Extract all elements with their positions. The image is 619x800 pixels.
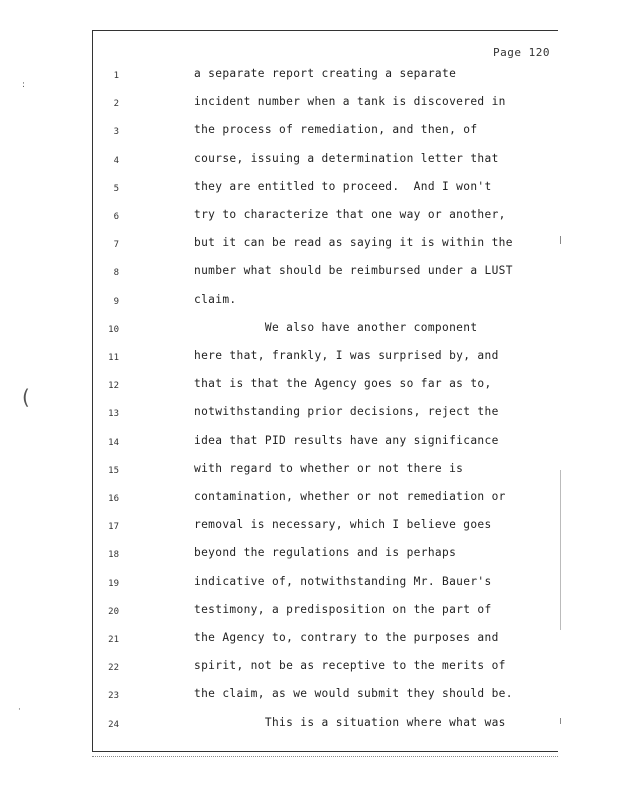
line-text: This is a situation where what was bbox=[194, 715, 506, 729]
line-number: 10 bbox=[108, 324, 119, 335]
page-number: Page 120 bbox=[493, 46, 550, 59]
line-number: 23 bbox=[108, 691, 119, 702]
line-text: We also have another component bbox=[194, 320, 478, 334]
transcript-line bbox=[93, 659, 559, 679]
line-number: 20 bbox=[108, 606, 119, 617]
line-number: 15 bbox=[108, 465, 119, 476]
line-text: the Agency to, contrary to the purposes and bbox=[194, 631, 499, 644]
margin-bracket-mark: ( bbox=[22, 385, 30, 409]
line-text: the claim, as we would submit they should be. bbox=[194, 687, 513, 701]
transcript-line bbox=[93, 264, 559, 284]
transcript-line bbox=[93, 575, 559, 595]
transcript-line bbox=[93, 490, 559, 510]
transcript-line bbox=[93, 603, 559, 623]
line-number: 22 bbox=[108, 663, 119, 674]
line-text: idea that PID results have any significance bbox=[194, 433, 499, 447]
transcript-line bbox=[93, 518, 559, 538]
transcript-line bbox=[93, 67, 559, 87]
transcript-line bbox=[93, 152, 559, 172]
line-number: 2 bbox=[113, 99, 119, 110]
line-number: 24 bbox=[108, 719, 119, 730]
line-number: 3 bbox=[113, 127, 119, 138]
transcript-line bbox=[93, 716, 559, 736]
transcript-line bbox=[93, 462, 559, 482]
line-number: 8 bbox=[113, 268, 119, 279]
line-text: contamination, whether or not remediation or bbox=[194, 490, 506, 503]
line-number: 12 bbox=[108, 381, 119, 392]
scan-speck bbox=[560, 718, 561, 724]
line-text: spirit, not be as receptive to the merits of bbox=[194, 659, 506, 673]
scan-speck bbox=[560, 236, 561, 244]
transcript-line bbox=[93, 377, 559, 397]
transcript-line bbox=[93, 349, 559, 369]
transcript-line bbox=[93, 405, 559, 425]
line-number: 6 bbox=[113, 212, 119, 222]
line-number: 4 bbox=[113, 155, 119, 166]
transcript-page bbox=[92, 30, 558, 752]
margin-speck: : bbox=[22, 80, 26, 90]
line-number: 11 bbox=[108, 353, 119, 363]
line-number: 5 bbox=[113, 183, 119, 194]
line-number: 16 bbox=[108, 494, 119, 504]
line-number: 9 bbox=[113, 296, 119, 307]
line-text: removal is necessary, which I believe goes bbox=[194, 518, 492, 532]
scan-speck bbox=[560, 470, 561, 630]
line-text: course, issuing a determination letter that bbox=[194, 151, 499, 165]
line-number: 7 bbox=[113, 240, 119, 251]
line-text: claim. bbox=[194, 292, 237, 306]
line-text: try to characterize that one way or another, bbox=[194, 208, 506, 221]
line-text: number what should be reimbursed under a LUST bbox=[194, 264, 513, 278]
line-text: but it can be read as saying it is within the bbox=[194, 236, 513, 250]
transcript-line bbox=[93, 180, 559, 200]
line-text: testimony, a predisposition on the part of bbox=[194, 602, 492, 616]
transcript-line bbox=[93, 123, 559, 143]
transcript-line bbox=[93, 546, 559, 566]
footer-scan-noise bbox=[92, 756, 558, 760]
line-number: 21 bbox=[108, 635, 119, 645]
transcript-line bbox=[93, 687, 559, 707]
line-text: the process of remediation, and then, of bbox=[194, 123, 478, 137]
transcript-line bbox=[93, 434, 559, 454]
line-text: beyond the regulations and is perhaps bbox=[194, 546, 457, 560]
line-text: notwithstanding prior decisions, reject the bbox=[194, 405, 499, 419]
line-text: indicative of, notwithstanding Mr. Bauer's bbox=[194, 574, 492, 588]
transcript-line bbox=[93, 236, 559, 256]
transcript-line bbox=[93, 208, 559, 228]
transcript-line bbox=[93, 95, 559, 115]
line-number: 14 bbox=[108, 437, 119, 448]
transcript-line bbox=[93, 293, 559, 313]
transcript-line bbox=[93, 631, 559, 651]
line-number: 13 bbox=[108, 409, 119, 420]
margin-speck: · bbox=[18, 705, 21, 715]
line-text: that is that the Agency goes so far as to, bbox=[194, 377, 492, 391]
line-text: a separate report creating a separate bbox=[194, 67, 457, 80]
line-number: 19 bbox=[108, 578, 119, 589]
line-text: here that, frankly, I was surprised by, and bbox=[194, 349, 499, 362]
line-number: 17 bbox=[108, 522, 119, 533]
line-text: with regard to whether or not there is bbox=[194, 461, 464, 475]
line-number: 18 bbox=[108, 550, 119, 561]
line-number: 1 bbox=[113, 71, 119, 81]
line-text: they are entitled to proceed. And I won't bbox=[194, 179, 492, 193]
transcript-line bbox=[93, 321, 559, 341]
line-text: incident number when a tank is discovered in bbox=[194, 95, 506, 109]
